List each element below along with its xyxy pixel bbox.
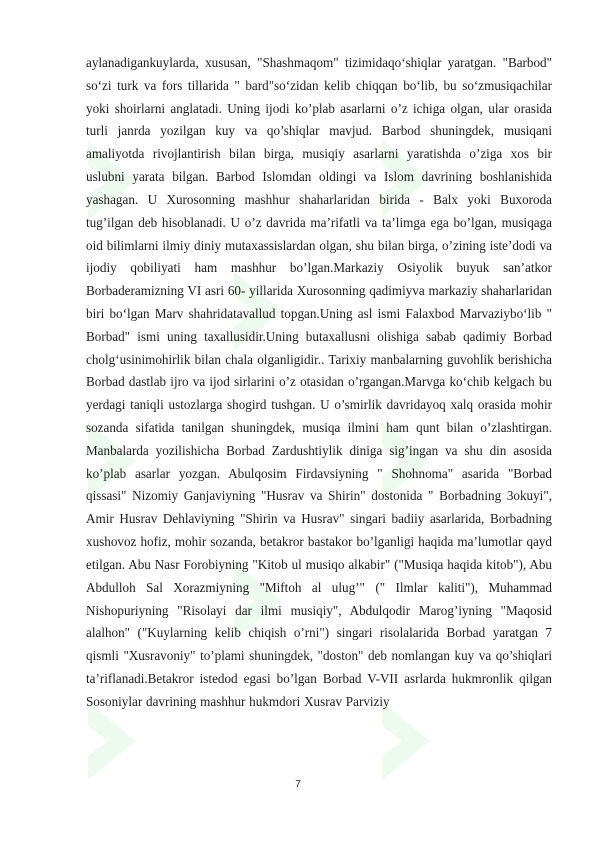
page-number: 7 xyxy=(295,779,301,790)
body-paragraph: aylanadigankuylarda, xususan, "Shashmaqom" tizimidaqo‘shiqlar yaratgan. "Barbod" so‘zi turk va fors tillarida " bard"so‘zidan kelib chiqqan bo‘lib, bu so‘zmusiqachilar yoki shoirlarni anglatadi. Uning ijodi ko’plab asarlarni o’z ichiga olgan, ular orasida turli janrda yozilgan kuy va qo’shiqlar mavjud. Barbod shuningdek, musiqani amaliyotda rivojlantirish bilan birga, musiqiy asarlarni yaratishda o’ziga xos bir uslubni yarata bilgan. Barbod Islomdan oldingi va Islom davrining boshlanishida yashagan. U Xurosonning mashhur shaharlaridan birida - Balx yoki Buxoroda tug’ilgan deb hisoblanadi. U o’z davrida ma’rifatli va ta’limga ega bo’lgan, musiqaga oid bilimlarni ilmiy diniy mutaxassislardan olgan, shu bilan birga, o’zining iste’dodi va ijodiy qobiliyati ham mashhur bo’lgan.Markaziy Osiyolik buyuk san’atkor Borbaderamizning VI asri 60- yillarida Xurosonning qadimiyva markaziy shaharlaridan biri bo‘lgan Marv shahridatavallud topgan.Uning asl ismi Falaxbod Marvaziybo‘lib " Borbad" ismi uning taxallusidir.Uning butaxallusni olishiga sabab qadimiy Borbad cholg‘usinimohirlik bilan chala olganligidir.. Tarixiy manbalarning guvohlik berishicha Borbad dastlab ijro va ijod sirlarini o’z otasidan o’rgangan.Marvga ko‘chib kelgach bu yerdagi taniqli ustozlarga shogird tushgan. U o’smirlik davridayoq xalq orasida mohir sozanda sifatida tanilgan shuningdek, musiqa ilmini ham qunt bilan o’zlashtirgan. Manbalarda yozilishicha Borbad Zardushtiylik diniga sig’ingan va shu din asosida ko’plab asarlar yozgan. Abulqosim Firdavsiyning " Shohnoma" asarida "Borbad qissasi" Nizomiy Ganjaviyning "Husrav va Shirin" dostonida " Borbadning 3okuyi", Amir Husrav Dehlaviyning "Shirin va Husrav" singari badiiy asarlarida, Borbadning xushovoz hofiz, mohir sozanda, betakror bastakor bo’lganligi haqida ma’lumotlar qayd etilgan. Abu Nasr Forobiyning "Kitob ul musiqo alkabir" ("Musiqa haqida kitob"), Abu Abdulloh Sal Xorazmiyning "Miftoh al ulug’" (" Ilmlar kaliti"), Muhammad Nishopuriyning "Risolayi dar ilmi musiqiy", Abdulqodir Marog’iyning "Maqosid alalhon" ("Kuylarning kelib chiqish o’rni") singari risolalarida Borbad yaratgan 7 qismli "Xusravoniy" to’plami shuningdek, "doston" deb nomlangan kuy va qo’shiqlari ta’riflanadi.Betakror istedod egasi bo’lgan Borbad V-VII asrlarda hukmronlik qilgan Sosoniylar davrining mashhur hukmdori Xusrav Parviziy xyxy=(86,55,552,709)
